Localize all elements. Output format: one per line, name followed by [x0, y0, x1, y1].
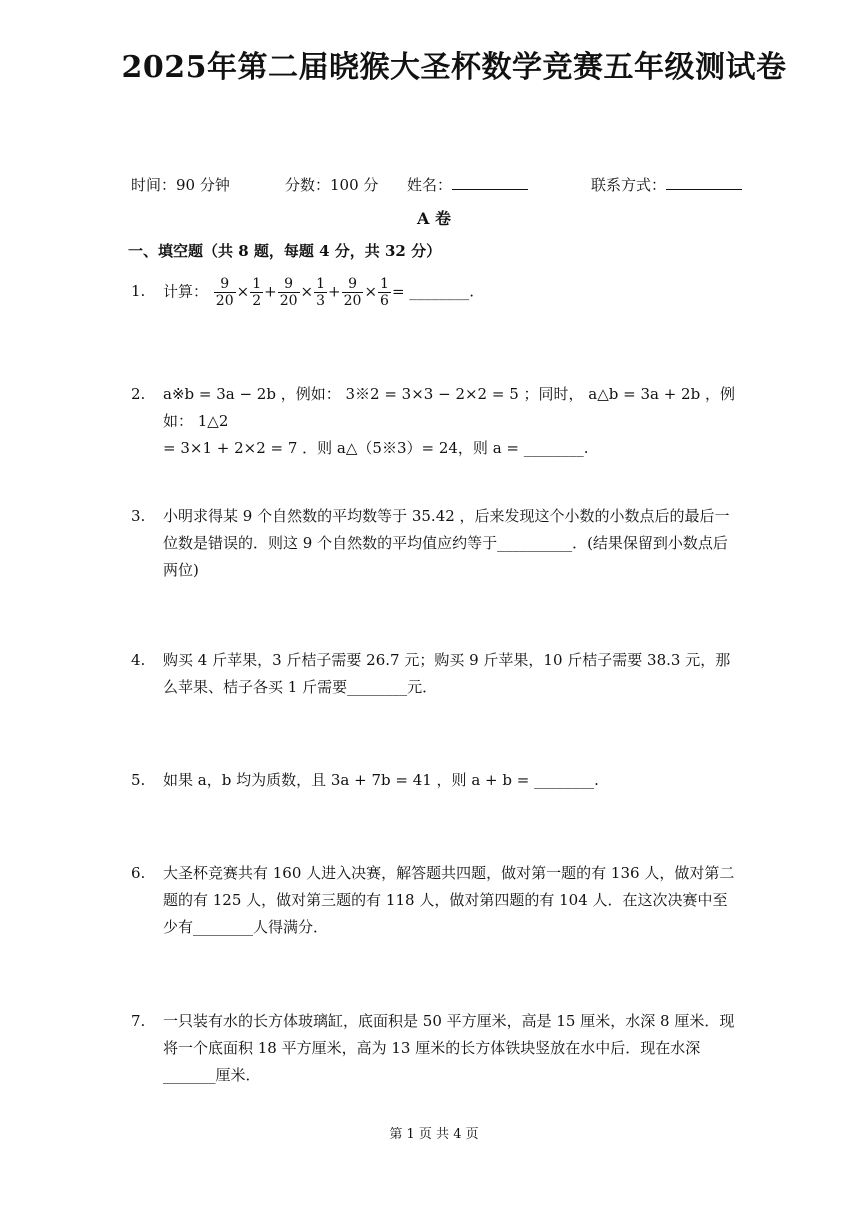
denominator: 6	[380, 293, 389, 309]
question-text: 购买 4 斤苹果，3 斤桔子需要 26.7 元；购买 9 斤苹果，10 斤桔子需要 38.3 元，那么苹果、桔子各买 1 斤需要________元．	[163, 651, 731, 696]
question-text: 一只装有水的长方体玻璃缸，底面积是 50 平方厘米，高是 15 厘米，水深 8 厘米．现将一个底面积 18 平方厘米，高为 13 厘米的长方体铁块竖放在水中后．现在水深_______厘米．	[163, 1012, 735, 1084]
question-5	[131, 767, 741, 794]
question-6	[131, 860, 741, 941]
operator: =	[391, 282, 405, 301]
page-footer: 第 1 页 共 4 页	[389, 1127, 479, 1142]
contact-label: 联系方式：	[591, 176, 667, 194]
name-label: 姓名：	[407, 176, 453, 194]
volume-label: A 卷	[417, 209, 451, 228]
question-text: 小明求得某 9 个自然数的平均数等于 35.42 ，后来发现这个小数的小数点后的最后一位数是错误的．则这 9 个自然数的平均值应约等于__________．(结果保留到小数点后两位)	[163, 507, 730, 579]
question-number: 2.	[131, 385, 146, 403]
fraction	[314, 276, 327, 309]
question-1	[131, 276, 741, 309]
name-blank	[452, 175, 528, 190]
contact-blank	[666, 175, 742, 190]
score-info: 分数：100 分	[285, 176, 379, 194]
denominator: 20	[343, 293, 362, 309]
question-line: a※b = 3a − 2b ，例如： 3※2 = 3×3 − 2×2 = 5 ；同时， a△b = 3a + 2b ，例如： 1△2	[163, 385, 735, 430]
numerator: 9	[342, 276, 364, 293]
fraction	[278, 276, 300, 309]
fraction	[342, 276, 364, 309]
question-body	[163, 381, 741, 462]
question-text: 大圣杯竞赛共有 160 人进入决赛，解答题共四题，做对第一题的有 136 人，做对第二题的有 125 人，做对第三题的有 118 人，做对第四题的有 104 人．在这次决赛中至少有________人得满分．	[163, 864, 735, 936]
section-heading: 一、填空题（共 8 题，每题 4 分，共 32 分）	[128, 242, 442, 260]
question-text: 如果 a，b 均为质数，且 3a + 7b = 41 ，则 a + b = ________.	[163, 771, 599, 789]
operator: ×	[300, 282, 314, 301]
question-prefix: 计算：	[163, 282, 209, 301]
numerator: 9	[214, 276, 236, 293]
question-number: 5.	[131, 771, 146, 789]
numerator: 1	[380, 276, 389, 292]
question-body	[163, 276, 741, 309]
question-2	[131, 381, 741, 462]
question-number: 1.	[131, 282, 146, 300]
question-3	[131, 503, 741, 584]
denominator: 20	[215, 293, 234, 309]
page-title: 2025年第二届晓猴大圣杯数学竞赛五年级测试卷	[121, 50, 787, 85]
denominator: 2	[252, 293, 262, 309]
question-number: 6.	[131, 864, 146, 882]
operator: ×	[236, 282, 250, 301]
question-4	[131, 647, 741, 701]
denominator: 20	[279, 293, 298, 309]
name-field	[407, 174, 528, 195]
fraction	[250, 276, 263, 309]
answer-blank: ________.	[409, 282, 475, 301]
operator: ×	[364, 282, 378, 301]
question-line: = 3×1 + 2×2 = 7 ．则 a△（5※3）= 24，则 a = ________.	[163, 439, 589, 457]
fraction	[378, 276, 391, 309]
denominator: 3	[316, 293, 326, 309]
numerator: 9	[278, 276, 300, 293]
question-number: 7.	[131, 1012, 146, 1030]
fraction	[214, 276, 236, 309]
question-number: 4.	[131, 651, 146, 669]
time-info: 时间：90 分钟	[131, 176, 230, 194]
operator: +	[264, 282, 277, 301]
numerator: 1	[316, 276, 326, 292]
operator: +	[328, 282, 341, 301]
numerator: 1	[252, 276, 262, 292]
question-7	[131, 1008, 741, 1089]
contact-field	[591, 174, 742, 195]
question-number: 3.	[131, 507, 146, 525]
